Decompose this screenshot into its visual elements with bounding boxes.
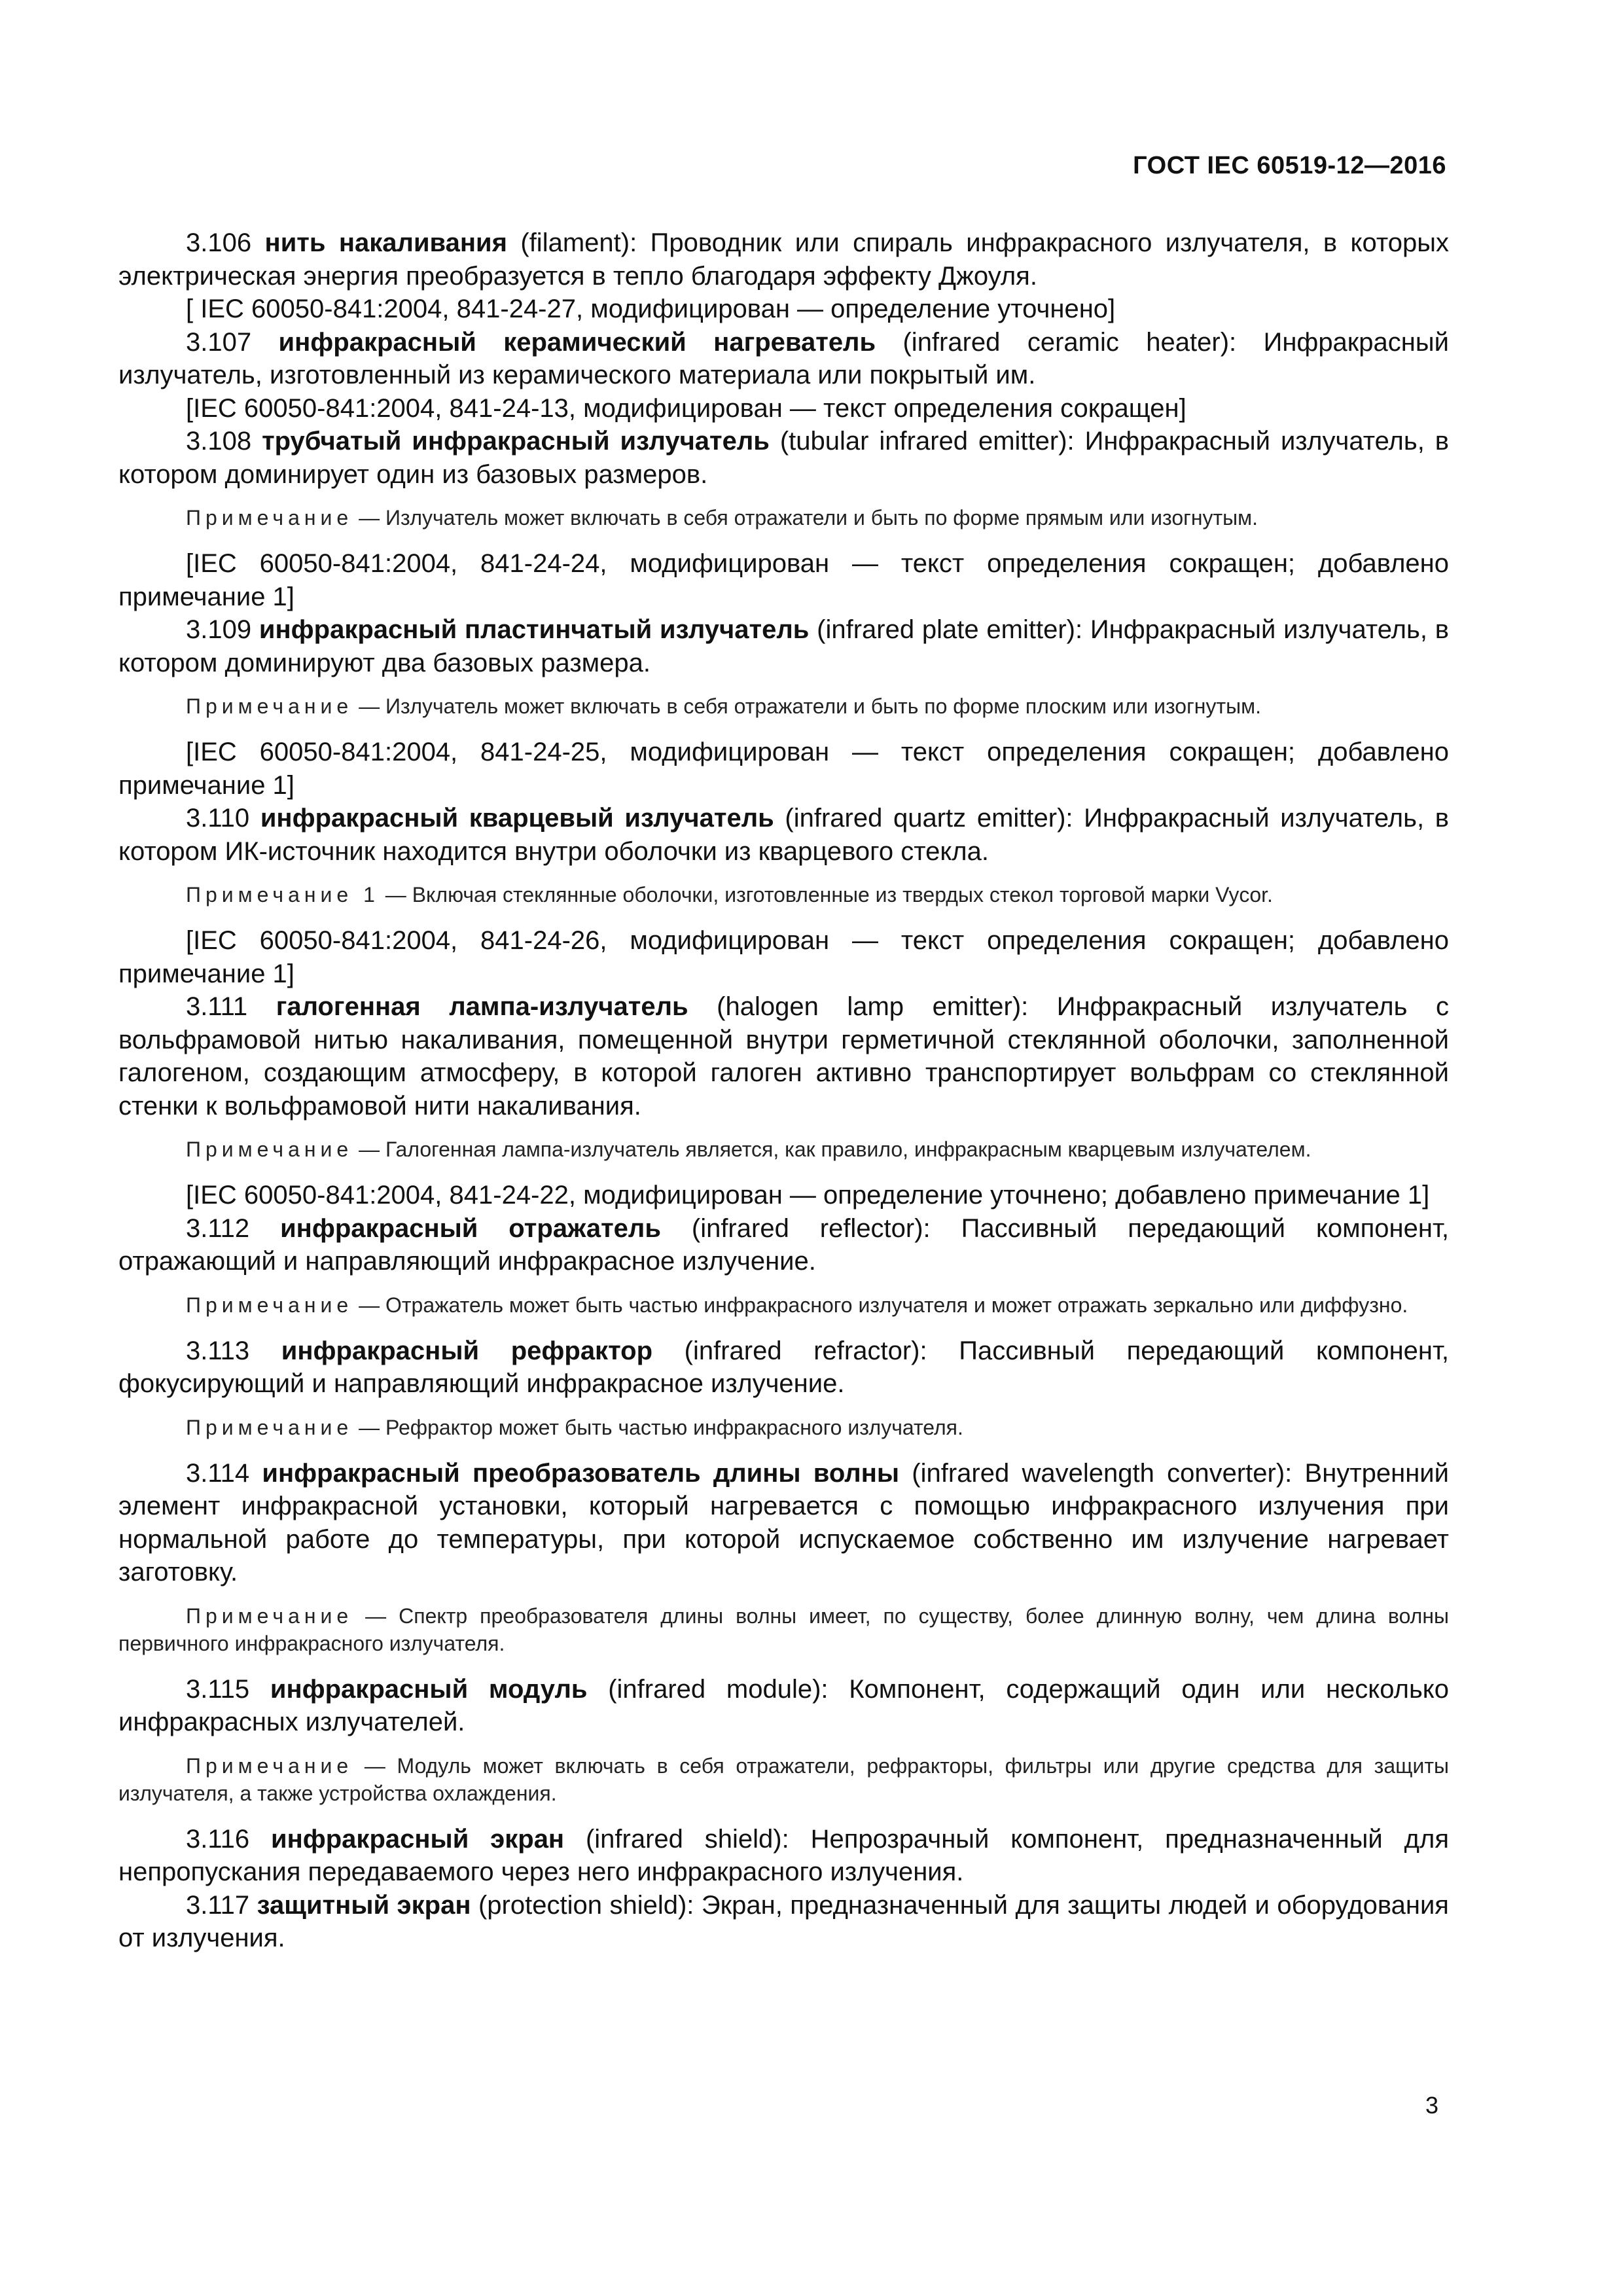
term-definition xyxy=(118,425,1449,491)
note xyxy=(118,1752,1449,1807)
source-reference: [IEC 60050-841:2004, 841-24-25, модифицирован — текст определения сокращен; добавлено примечание 1] xyxy=(118,738,1449,800)
term-definition xyxy=(118,1212,1449,1278)
term-number: 3.106 xyxy=(186,228,252,257)
source-reference: [IEC 60050-841:2004, 841-24-22, модифицирован — определение уточнено; добавлено примечание 1] xyxy=(186,1181,1430,1210)
note-text: — Спектр преобразователя длины волны имеет, по существу, более длинную волну, чем длина волны первичного инфракрасного излучателя. xyxy=(118,1604,1449,1655)
term-text: (infrared plate emitter): Инфракрасный излучатель, в котором доминируют два базовых размера. xyxy=(118,615,1449,677)
term-name: трубчатый инфракрасный излучатель xyxy=(262,427,770,456)
term-name: инфракрасный модуль xyxy=(270,1674,588,1704)
term-number: 3.114 xyxy=(186,1458,250,1488)
term-text: (halogen lamp emitter): Инфракрасный излучатель с вольфрамовой нитью накаливания, помещенной внутри герметичной стеклянной оболочки, заполненной галогеном, создающим атмосферу, в которой галоген активно транспортирует вольфрам со стеклянной стенки к вольфрамовой нити накаливания. xyxy=(118,992,1449,1121)
term-definition xyxy=(118,1889,1449,1955)
term-name: инфракрасный отражатель xyxy=(280,1213,661,1243)
term-number: 3.115 xyxy=(186,1674,250,1704)
term-definition xyxy=(118,613,1449,679)
note-text: — Модуль может включать в себя отражатели, рефракторы, фильтры или другие средства для защиты излучателя, а также устройства охлаждения. xyxy=(118,1753,1449,1805)
term-name: инфракрасный рефрактор xyxy=(281,1336,653,1365)
note xyxy=(118,1136,1449,1163)
note xyxy=(118,692,1449,720)
term-name: инфракрасный керамический нагреватель xyxy=(278,327,876,357)
term-text: (protection shield): Экран, предназначенный для защиты людей и оборудования от излучения. xyxy=(118,1890,1449,1952)
note-label: Примечание xyxy=(186,1138,353,1161)
term-number: 3.108 xyxy=(186,427,252,456)
term-number: 3.107 xyxy=(186,327,252,357)
term-number: 3.116 xyxy=(186,1824,250,1854)
term-number: 3.111 xyxy=(186,992,248,1021)
note-text: — Отражатель может быть частью инфракрасного излучателя и может отражать зеркально или диффузно. xyxy=(353,1293,1408,1317)
term-name: инфракрасный преобразователь длины волны xyxy=(262,1458,900,1488)
term-text: (tubular infrared emitter): Инфракрасный излучатель, в котором доминирует один из базовых размеров. xyxy=(118,427,1449,489)
term-text: (infrared module): Компонент, содержащий один или несколько инфракрасных излучателей. xyxy=(118,1674,1449,1736)
term-text: (filament): Проводник или спираль инфракрасного излучателя, в которых электрическая энергия преобразуется в тепло благодаря эффекту Джоуля. xyxy=(118,228,1449,291)
note xyxy=(118,1602,1449,1657)
term-definition xyxy=(118,1457,1449,1589)
page-number: 3 xyxy=(1425,2092,1438,2119)
term-name: инфракрасный пластинчатый излучатель xyxy=(259,615,810,644)
note-label: Примечание 1 xyxy=(186,883,380,906)
note-label: Примечание xyxy=(186,1753,353,1778)
term-number: 3.110 xyxy=(186,804,250,833)
term-text: (infrared wavelength converter): Внутренний элемент инфракрасной установки, который нагревается с помощью инфракрасного излучения при нормальной работе до температуры, при которой испускаемое собственно им излучение нагревает заготовку. xyxy=(118,1458,1449,1587)
note-label: Примечание xyxy=(186,1293,353,1317)
term-definition xyxy=(118,1335,1449,1401)
note xyxy=(118,1414,1449,1441)
term-definition xyxy=(118,326,1449,392)
term-text: (infrared reflector): Пассивный передающий компонент, отражающий и направляющий инфракрасное излучение. xyxy=(118,1213,1449,1276)
term-text: (infrared ceramic heater): Инфракрасный излучатель, изготовленный из керамического материала или покрытый им. xyxy=(118,327,1449,389)
note-text: — Галогенная лампа-излучатель является, как правило, инфракрасным кварцевым излучателем. xyxy=(353,1138,1311,1161)
note-text: — Излучатель может включать в себя отражатели и быть по форме прямым или изогнутым. xyxy=(353,506,1258,529)
term-text: (infrared shield): Непрозрачный компонент, предназначенный для непропускания передаваемого через него инфракрасного излучения. xyxy=(118,1824,1449,1886)
note xyxy=(118,881,1449,908)
note-text: — Излучатель может включать в себя отражатели и быть по форме плоским или изогнутым. xyxy=(353,694,1261,718)
term-name: защитный экран xyxy=(257,1890,471,1920)
term-number: 3.117 xyxy=(186,1890,250,1920)
term-definition xyxy=(118,1673,1449,1739)
document-body xyxy=(118,226,1449,1955)
term-name: инфракрасный экран xyxy=(271,1824,565,1854)
term-number: 3.109 xyxy=(186,615,252,644)
term-definition xyxy=(118,990,1449,1122)
note xyxy=(118,504,1449,531)
source-reference: [IEC 60050-841:2004, 841-24-26, модифицирован — текст определения сокращен; добавлено примечание 1] xyxy=(118,926,1449,988)
term-number: 3.112 xyxy=(186,1213,250,1243)
term-text: (infrared quartz emitter): Инфракрасный излучатель, в котором ИК-источник находится внутри оболочки из кварцевого стекла. xyxy=(118,804,1450,866)
source-reference: [IEC 60050-841:2004, 841-24-24, модифицирован — текст определения сокращен; добавлено примечание 1] xyxy=(118,549,1449,611)
term-definition xyxy=(118,226,1449,293)
document-code-header: ГОСТ IEC 60519-12—2016 xyxy=(1133,152,1446,179)
term-name: нить накаливания xyxy=(264,228,507,257)
term-definition xyxy=(118,802,1449,868)
note-label: Примечание xyxy=(186,1415,353,1439)
note xyxy=(118,1291,1449,1319)
term-text: (infrared refractor): Пассивный передающий компонент, фокусирующий и направляющий инфракрасное излучение. xyxy=(118,1336,1449,1398)
term-name: инфракрасный кварцевый излучатель xyxy=(260,804,774,833)
note-label: Примечание xyxy=(186,1604,353,1628)
note-text: — Рефрактор может быть частью инфракрасного излучателя. xyxy=(353,1415,963,1439)
term-number: 3.113 xyxy=(186,1336,250,1365)
term-name: галогенная лампа-излучатель xyxy=(276,992,688,1021)
note-label: Примечание xyxy=(186,694,353,718)
source-reference: [ IEC 60050-841:2004, 841-24-27, модифицирован — определение уточнено] xyxy=(186,295,1116,323)
term-definition xyxy=(118,1823,1449,1889)
note-text: — Включая стеклянные оболочки, изготовленные из твердых стекол торговой марки Vycor. xyxy=(379,883,1273,906)
source-reference: [IEC 60050-841:2004, 841-24-13, модифицирован — текст определения сокращен] xyxy=(186,393,1186,423)
note-label: Примечание xyxy=(186,506,353,529)
